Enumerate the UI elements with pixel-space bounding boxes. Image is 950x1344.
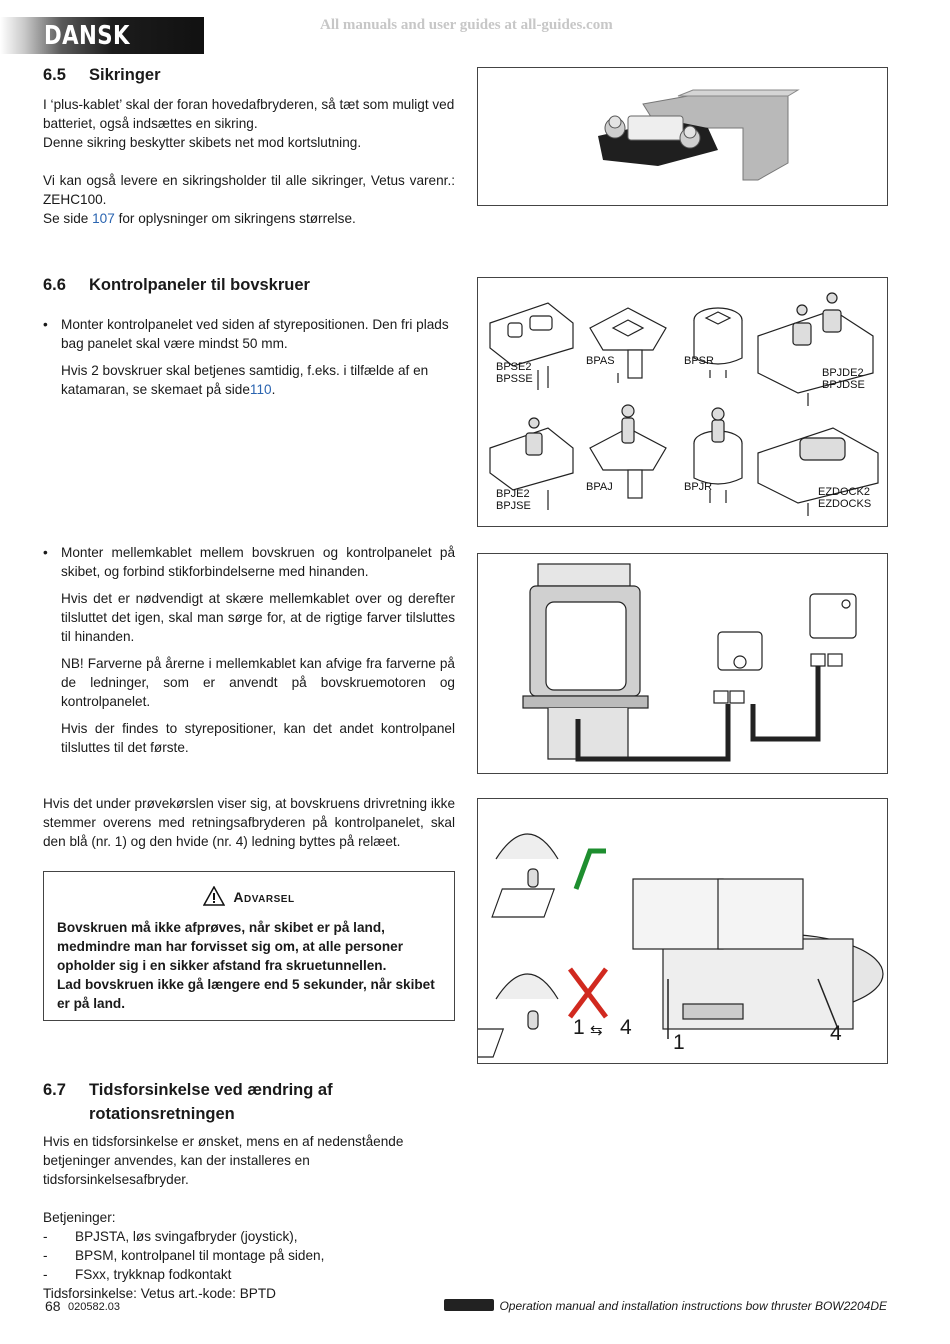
list-item: - BPJSTA, løs svingafbryder (joystick),: [43, 1227, 455, 1246]
check-mark: [576, 851, 606, 889]
language-tab: [0, 17, 204, 54]
section-6-6-heading: [43, 276, 310, 295]
panel-label-bpjde: [822, 367, 865, 391]
panel-label-bpjr: BPJR: [684, 481, 713, 493]
label-line: BPJDE2: [822, 367, 864, 379]
label-line: BPJDSE: [822, 379, 865, 391]
paragraph: [43, 209, 455, 228]
section-6-7-text: [43, 1132, 455, 1303]
language-label: DANSK: [44, 21, 130, 51]
label-line: EZDOCK2: [818, 486, 870, 498]
vetus-logo: [444, 1299, 494, 1311]
paragraph: Lad bovskruen ikke gå længere end 5 sekunder, når skibet er på land.: [57, 977, 435, 1011]
warning-box: [43, 871, 455, 1021]
section-title: Sikringer: [89, 66, 161, 84]
fuse-holder-figure: [477, 67, 888, 206]
section-6-6-text-a: [43, 315, 455, 399]
paragraph: [43, 361, 455, 399]
panel-label-bpje: [496, 488, 531, 512]
text: Hvis 2 bovskruer skal betjenes samtidig, f.eks. i tilfælde af en katamaran, se skemaet på side: [61, 363, 429, 397]
page-link[interactable]: 107: [92, 211, 115, 226]
footer-title: [444, 1299, 887, 1313]
panel-label-bpaj: BPAJ: [586, 481, 613, 493]
footer-title-text: Operation manual and installation instructions bow thruster BOW2204DE: [499, 1299, 887, 1313]
bullet-item: • Monter kontrolpanelet ved siden af styrepositionen. Den fri plads bag panelet skal være mindst 50 mm.: [43, 315, 455, 353]
paragraph: Tidsforsinkelse: Vetus art.-kode: BPTD: [43, 1286, 276, 1301]
test-run-paragraph: Hvis det under prøvekørslen viser sig, at bovskruens drivretning ikke stemmer overens med retningsafbryderen på kontrolpanelet, skal den blå (nr. 1) og den hvide (nr. 4) ledning byttes på relæet.: [43, 796, 455, 849]
paragraph: Hvis en tidsforsinkelse er ønsket, mens en af nedenstående betjeninger anvendes, kan der installeres en tidsforsinkelsesafbryder.: [43, 1134, 404, 1187]
section-number: 6.6: [43, 276, 66, 294]
wire-label-1: 1: [673, 1031, 685, 1054]
paragraph: Vi kan også levere en sikringsholder til alle sikringer, Vetus varenr.: ZEHC100.: [43, 173, 455, 207]
label-line: BPJE2: [496, 488, 530, 500]
page-number: 68: [45, 1298, 61, 1314]
section-6-5-heading: [43, 66, 161, 85]
wire-label-4: 4: [830, 1022, 842, 1045]
section-title: Kontrolpaneler til bovskruer: [89, 276, 310, 294]
label-line: BPSE2: [496, 361, 532, 373]
section-6-6-text-b: [43, 543, 455, 757]
section-6-7-heading: [43, 1078, 453, 1126]
label-line: BPJSE: [496, 500, 531, 512]
watermark: All manuals and user guides at all-guides.com: [320, 17, 613, 33]
document-number: 020582.03: [68, 1301, 120, 1313]
cross-mark: [570, 969, 606, 1017]
warning-text: [57, 918, 444, 1013]
swap-arrows-icon: ⇆: [590, 1022, 603, 1039]
paragraph: Hvis det er nødvendigt at skære mellemkablet over og derefter tilsluttet det igen, skal man sørge for, at de rigtige farver tilsluttes til hinanden.: [61, 591, 455, 644]
cable-connection-illustration: [478, 554, 887, 773]
section-number: 6.5: [43, 66, 66, 84]
paragraph: NB! Farverne på årerne i mellemkablet kan afvige fra farverne på de ledninger, som er anvendt på bovskruemotoren og kontrolpanelet.: [61, 656, 455, 709]
text: for oplysninger om sikringens størrelse.: [114, 211, 356, 226]
fuse-holder-illustration: [478, 68, 887, 205]
control-panels-figure: [477, 277, 888, 527]
text: .: [271, 382, 276, 397]
paragraph: Hvis der findes to styrepositioner, kan det andet kontrolpanel tilsluttes til det første.: [61, 721, 455, 755]
list-item: - BPSM, kontrolpanel til montage på siden,: [43, 1246, 455, 1265]
page-link[interactable]: 110: [249, 382, 272, 397]
label-line: EZDOCKS: [818, 498, 872, 510]
warning-title: Advarsel: [233, 889, 295, 905]
paragraph: Betjeninger:: [43, 1210, 116, 1225]
panel-label-bpse: [496, 361, 533, 385]
paragraph: I ‘plus-kablet’ skal der foran hovedafbryderen, så tæt som muligt ved batteriet, også indsættes en sikring.: [43, 97, 455, 131]
relay-wire-swap-figure: [477, 798, 888, 1064]
bullet-item: • Monter mellemkablet mellem bovskruen og kontrolpanelet på skibet, og forbind stikforbindelserne med hinanden.: [43, 543, 455, 581]
section-title: Tidsforsinkelse ved ændring af rotationsretningen: [89, 1081, 333, 1123]
panel-label-bpas: BPAS: [586, 355, 615, 367]
section-number: 6.7: [43, 1081, 66, 1099]
swap-label-1: 1: [573, 1016, 585, 1039]
text: Se side: [43, 211, 93, 226]
warning-heading: [44, 886, 454, 906]
section-6-5-text: [43, 95, 455, 228]
warning-triangle-icon: [203, 886, 225, 906]
paragraph: Bovskruen må ikke afprøves, når skibet er på land, medmindre man har forvisset sig om, at alle personer opholder sig i en sikker afstand fra skruetunnellen.: [57, 920, 403, 973]
relay-illustration: [478, 799, 887, 1063]
list-item: - FSxx, trykknap fodkontakt: [43, 1265, 455, 1284]
paragraph: Denne sikring beskytter skibets net mod kortslutning.: [43, 135, 362, 150]
panel-label-ezdock: [818, 486, 871, 510]
cable-connection-figure: [477, 553, 888, 774]
panel-label-bpsr: BPSR: [684, 355, 714, 367]
label-line: BPSSE: [496, 373, 533, 385]
swap-label-4: 4: [620, 1016, 632, 1039]
